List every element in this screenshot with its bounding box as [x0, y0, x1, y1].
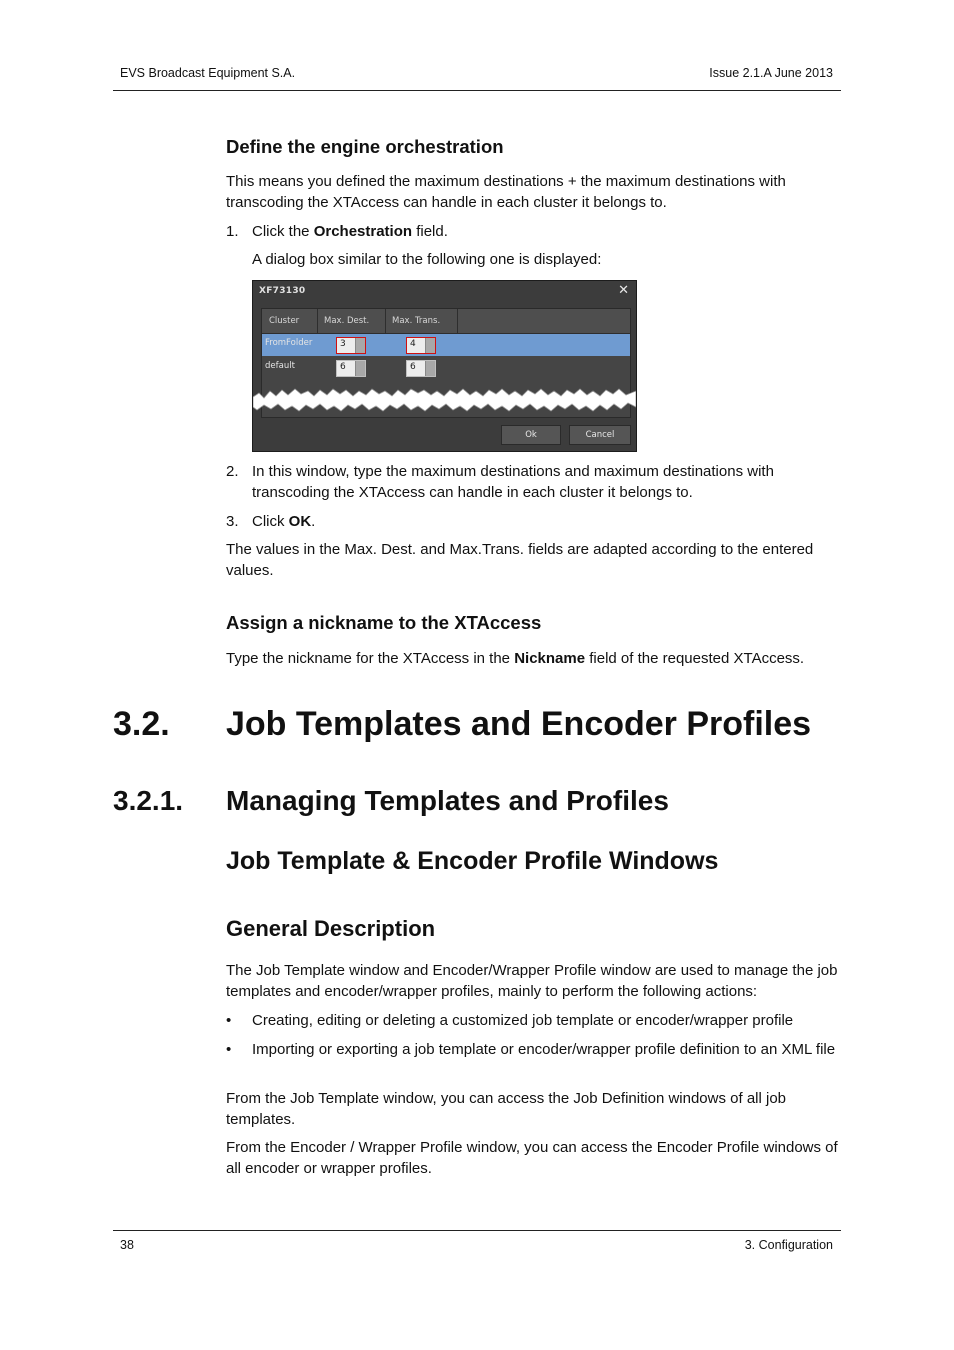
stepper-arrows-icon: [425, 361, 435, 376]
max-trans-value: 6: [410, 362, 416, 372]
step-3: [252, 511, 842, 532]
step-3-text: Click: [252, 513, 289, 530]
footer-rule: [113, 1230, 841, 1231]
max-trans-value: 4: [410, 339, 416, 349]
step-3-bold: OK: [288, 513, 312, 530]
step-1-note: A dialog box similar to the following one is displayed:: [252, 251, 602, 268]
page-number: 38: [120, 1238, 134, 1252]
cluster-name: FromFolder: [265, 338, 313, 348]
step-2-number: 2.: [226, 463, 239, 480]
step-1-bold: Orchestration: [313, 223, 413, 240]
orchestration-heading: Define the engine orchestration: [226, 136, 504, 157]
subsection-title: Managing Templates and Profiles: [226, 785, 669, 816]
column-cluster[interactable]: Cluster: [269, 316, 300, 326]
orchestration-dialog: [252, 280, 637, 452]
subsection-number: 3.2.1.: [113, 785, 184, 816]
torn-edge-graphic: [253, 381, 636, 417]
stepper-arrows-icon: [425, 338, 435, 353]
nickname-text-end: field of the requested XTAccess.: [585, 650, 805, 667]
nickname-heading: Assign a nickname to the XTAccess: [226, 612, 542, 633]
step-1: [252, 221, 842, 242]
cancel-button[interactable]: Cancel: [569, 425, 631, 445]
list-item: Importing or exporting a job template or encoder/wrapper profile definition to an XML file: [252, 1041, 836, 1058]
step-1-text-end: field.: [412, 223, 448, 240]
step-2: In this window, type the maximum destinations and maximum destinations with transcoding the XTAccess can handle in each cluster it belongs to.: [252, 463, 774, 501]
windows-heading: Job Template & Encoder Profile Windows: [226, 847, 719, 875]
bullet-icon: •: [226, 1041, 232, 1058]
table-row[interactable]: [262, 334, 630, 356]
nickname-text: [226, 648, 842, 669]
cluster-name: default: [265, 361, 295, 371]
list-item: Creating, editing or deleting a customized job template or encoder/wrapper profile: [252, 1012, 794, 1029]
orchestration-intro: This means you defined the maximum destinations + the maximum destinations with transcoding the XTAccess can handle in each cluster it belongs to.: [226, 173, 786, 211]
bullet-icon: •: [226, 1012, 232, 1029]
header-company: EVS Broadcast Equipment S.A.: [120, 66, 296, 80]
max-dest-value: 6: [340, 362, 346, 372]
section-number: 3.2.: [113, 705, 170, 743]
footer-section: 3. Configuration: [744, 1238, 833, 1252]
max-dest-stepper[interactable]: [336, 337, 366, 354]
max-dest-value: 3: [340, 339, 346, 349]
stepper-arrows-icon: [355, 361, 365, 376]
max-dest-stepper[interactable]: [336, 360, 366, 377]
orchestration-result: The values in the Max. Dest. and Max.Trans. fields are adapted according to the entered values.: [226, 541, 814, 579]
nickname-bold: Nickname: [514, 650, 586, 667]
dialog-title: XF73130: [259, 286, 306, 296]
step-1-number: 1.: [226, 223, 239, 240]
max-trans-stepper[interactable]: [406, 337, 436, 354]
column-max-dest[interactable]: Max. Dest.: [324, 316, 370, 326]
column-max-trans[interactable]: Max. Trans.: [392, 316, 441, 326]
stepper-arrows-icon: [355, 338, 365, 353]
step-1-text: Click the: [252, 223, 314, 240]
step-3-text-end: .: [311, 513, 316, 530]
max-trans-stepper[interactable]: [406, 360, 436, 377]
general-heading: General Description: [226, 916, 436, 941]
general-para-2: From the Encoder / Wrapper Profile window, you can access the Encoder Profile windows of all encoder or wrapper profiles.: [226, 1139, 838, 1177]
close-icon[interactable]: ✕: [618, 283, 629, 298]
general-intro: The Job Template window and Encoder/Wrapper Profile window are used to manage the job templates and encoder/wrapper profiles, mainly to perform the following actions:: [226, 962, 838, 1000]
header-rule: [113, 90, 841, 91]
header-issue: Issue 2.1.A June 2013: [709, 66, 833, 80]
grid-header: [262, 309, 630, 334]
nickname-text-start: Type the nickname for the XTAccess in the: [226, 650, 515, 667]
section-title: Job Templates and Encoder Profiles: [226, 705, 812, 743]
general-para-1: From the Job Template window, you can access the Job Definition windows of all job templates.: [226, 1090, 787, 1128]
step-3-number: 3.: [226, 513, 239, 530]
ok-button[interactable]: Ok: [501, 425, 561, 445]
